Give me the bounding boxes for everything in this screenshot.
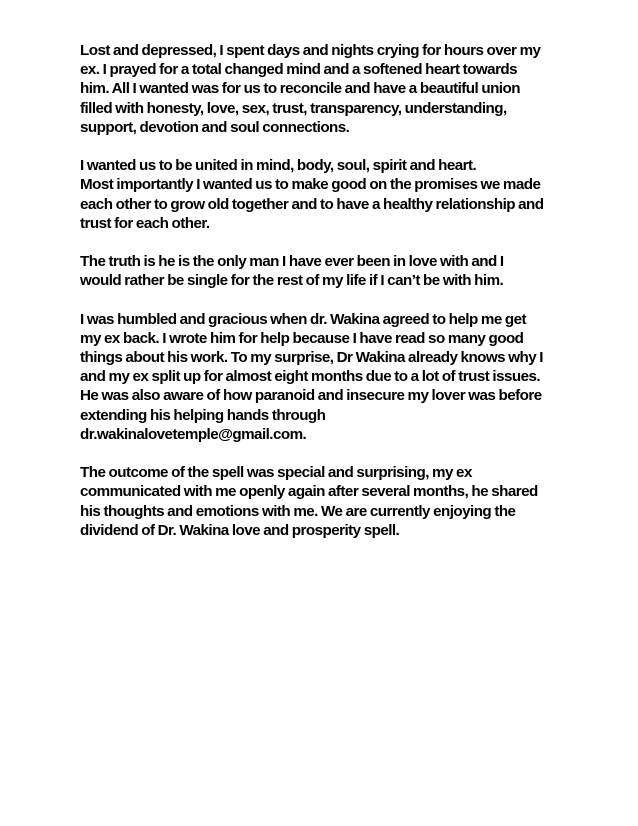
text-line: trust for each other.: [80, 214, 210, 232]
text-line: would rather be single for the rest of my life if I can’t be with him.: [80, 272, 504, 290]
text-line: extending his helping hands through: [80, 406, 326, 424]
text-line: and my ex split up for almost eight months due to a lot of trust issues.: [80, 368, 541, 386]
text-line: Most importantly I wanted us to make good on the promises we made: [80, 176, 541, 194]
text-line: ex. I prayed for a total changed mind and a softened heart towards: [80, 61, 518, 79]
paragraph-2: [80, 156, 570, 233]
text-line: things about his work. To my surprise, Dr Wakina already knows why I: [80, 349, 543, 366]
text-line: He was also aware of how paranoid and insecure my lover was before: [80, 387, 542, 405]
paragraph-5: [80, 463, 570, 540]
text-line: filled with honesty, love, sex, trust, transparency, understanding,: [80, 99, 507, 117]
text-line: The outcome of the spell was special and surprising, my ex: [80, 464, 472, 482]
text-line: support, devotion and soul connections.: [80, 118, 350, 136]
text-line: dividend of Dr. Wakina love and prosperity spell.: [80, 521, 400, 539]
text-line: him. All I wanted was for us to reconcile and have a beautiful union: [80, 80, 520, 98]
paragraph-4: [80, 310, 570, 444]
text-line: I wanted us to be united in mind, body, soul, spirit and heart.: [80, 157, 477, 175]
text-line: The truth is he is the only man I have ever been in love with and I: [80, 253, 504, 271]
text-line: his thoughts and emotions with me. We are currently enjoying the: [80, 502, 516, 520]
paragraph-3: [80, 252, 570, 290]
document-body: [80, 41, 570, 559]
email-address-line: dr.wakinalovetemple@gmail.com.: [80, 425, 307, 443]
text-line: communicated with me openly again after several months, he shared: [80, 483, 538, 501]
text-line: Lost and depressed, I spent days and nights crying for hours over my: [80, 42, 541, 59]
text-line: my ex back. I wrote him for help because I have read so many good: [80, 329, 524, 347]
text-line: each other to grow old together and to have a healthy relationship and: [80, 195, 544, 213]
paragraph-1: [80, 41, 570, 137]
text-line: I was humbled and gracious when dr. Wakina agreed to help me get: [80, 310, 527, 328]
